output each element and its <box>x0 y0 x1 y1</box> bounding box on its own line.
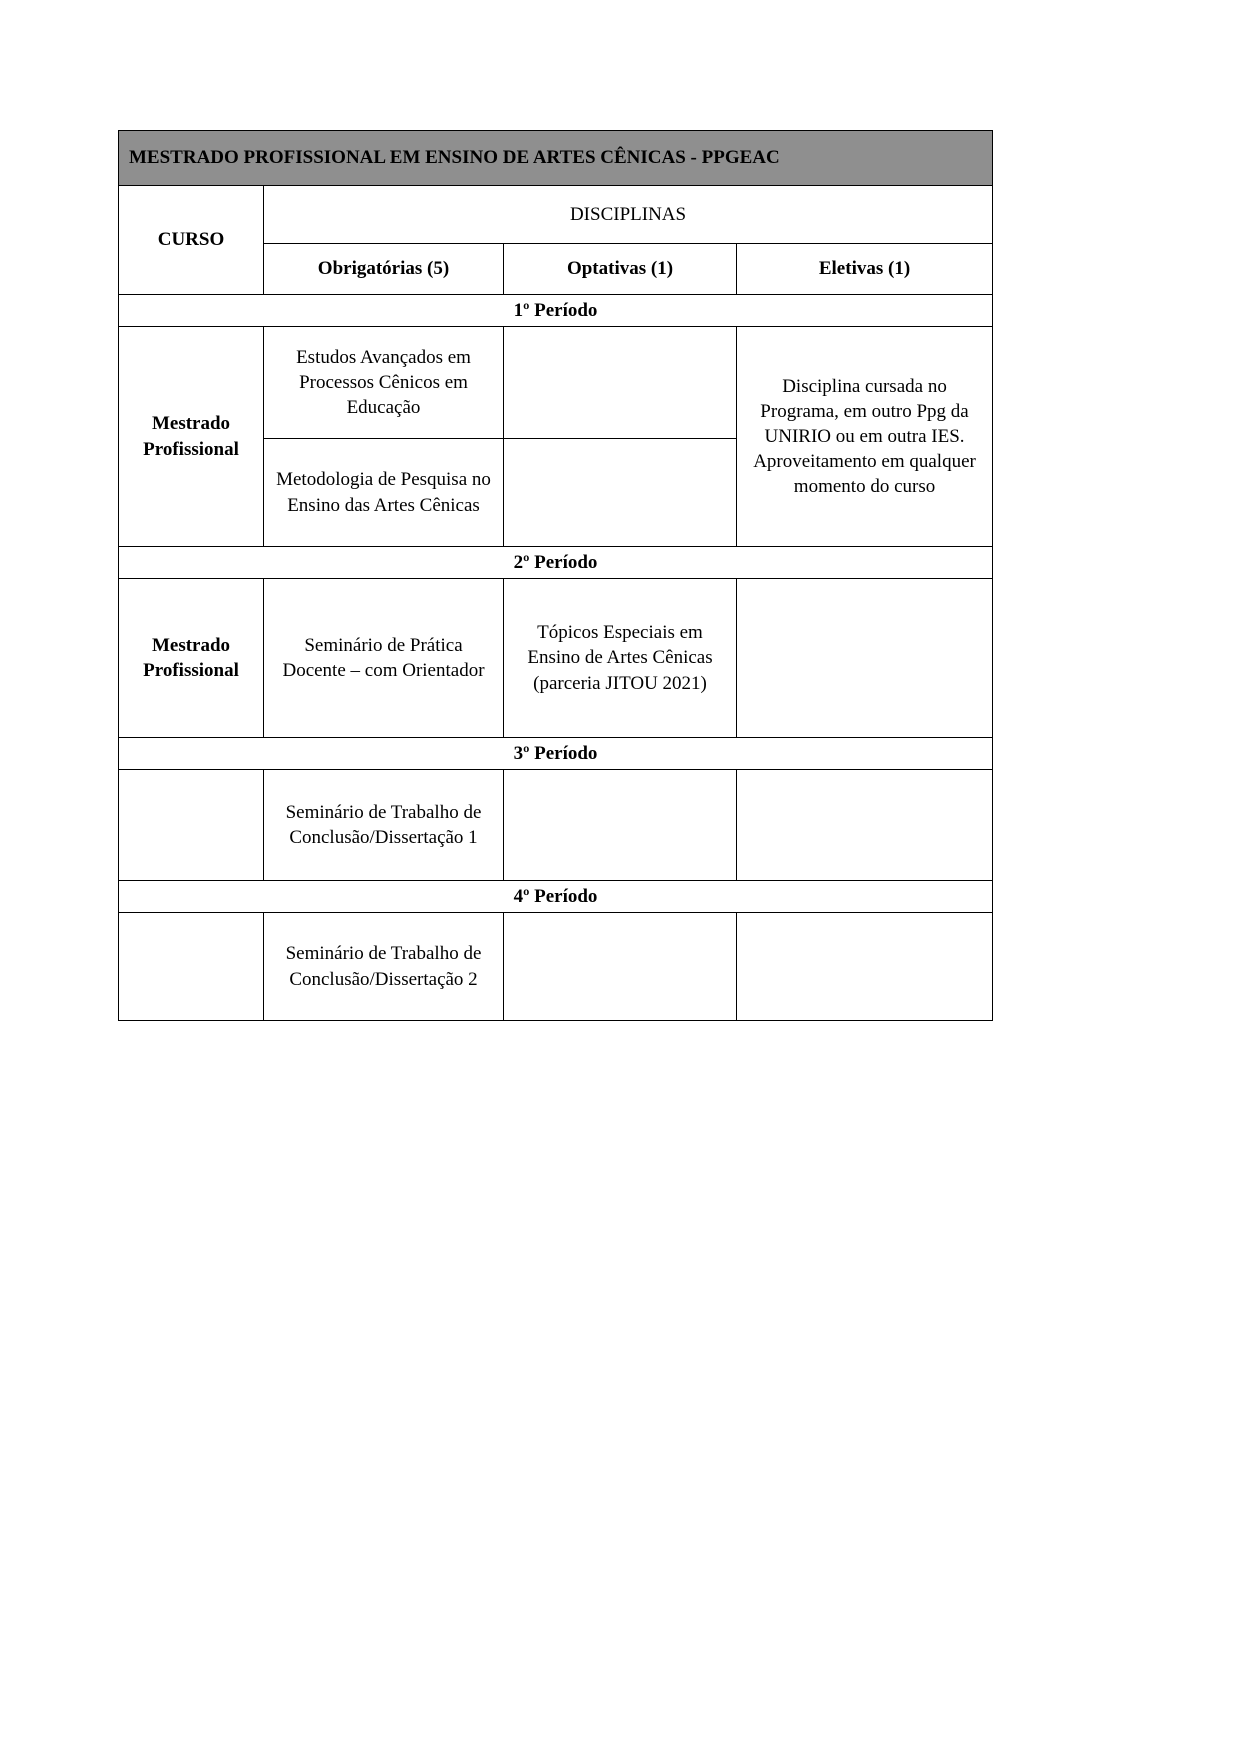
period4-curso-cell <box>119 913 264 1021</box>
period4-obrigatoria-cell: Seminário de Trabalho de Conclusão/Dissertação 2 <box>264 913 504 1021</box>
period3-bar: 3º Período <box>119 738 993 770</box>
curriculum-table <box>118 130 993 1021</box>
period2-obrigatoria-cell: Seminário de Prática Docente – com Orientador <box>264 579 504 738</box>
optativas-header-cell: Optativas (1) <box>504 244 737 295</box>
period4-eletiva-cell <box>737 913 993 1021</box>
period3-obrigatoria-cell: Seminário de Trabalho de Conclusão/Dissertação 1 <box>264 770 504 881</box>
period1-optativa-cell-top <box>504 327 737 439</box>
period2-eletiva-cell <box>737 579 993 738</box>
period3-eletiva-cell <box>737 770 993 881</box>
obrigatorias-header-cell: Obrigatórias (5) <box>264 244 504 295</box>
period1-curso-cell: Mestrado Profissional <box>119 327 264 547</box>
period2-optativa-cell: Tópicos Especiais em Ensino de Artes Cênicas (parceria JITOU 2021) <box>504 579 737 738</box>
period2-bar: 2º Período <box>119 547 993 579</box>
period2-curso-cell: Mestrado Profissional <box>119 579 264 738</box>
period1-bar: 1º Período <box>119 295 993 327</box>
period1-optativa-cell-bottom <box>504 439 737 547</box>
period3-curso-cell <box>119 770 264 881</box>
disciplinas-header-cell: DISCIPLINAS <box>264 186 993 244</box>
table-title-bar: MESTRADO PROFISSIONAL EM ENSINO DE ARTES CÊNICAS - PPGEAC <box>119 131 993 186</box>
period4-optativa-cell <box>504 913 737 1021</box>
curso-header-cell: CURSO <box>119 186 264 295</box>
eletivas-header-cell: Eletivas (1) <box>737 244 993 295</box>
period1-obrigatoria2-cell: Metodologia de Pesquisa no Ensino das Artes Cênicas <box>264 439 504 547</box>
period4-bar: 4º Período <box>119 881 993 913</box>
period1-obrigatoria1-cell: Estudos Avançados em Processos Cênicos em Educação <box>264 327 504 439</box>
period1-eletiva-cell: Disciplina cursada no Programa, em outro Ppg da UNIRIO ou em outra IES. Aproveitamento em qualquer momento do curso <box>737 327 993 547</box>
period3-optativa-cell <box>504 770 737 881</box>
